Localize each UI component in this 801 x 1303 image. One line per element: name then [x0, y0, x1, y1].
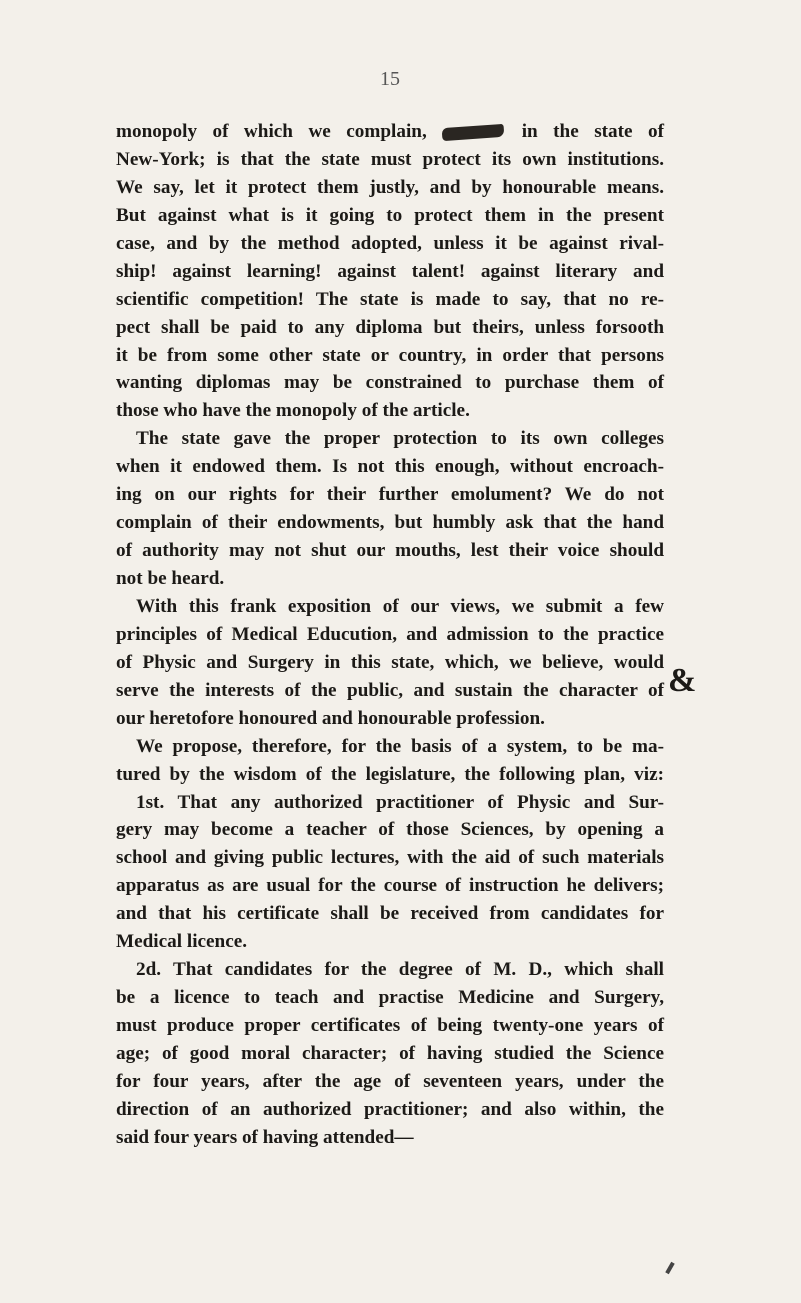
text-line: The state gave the proper protection to its own colleges	[136, 428, 664, 450]
text-line: We say, let it protect them justly, and by honourable means.	[116, 176, 664, 198]
text-line: those who have the monopoly of the article.	[116, 400, 470, 422]
text-line: be a licence to teach and practise Medicine and Surgery,	[116, 987, 664, 1009]
text-line: complain of their endowments, but humbly ask that the hand	[116, 512, 664, 534]
text-line: wanting diplomas may be constrained to purchase them of	[116, 372, 664, 394]
text-line: not be heard.	[116, 568, 225, 589]
text-line	[116, 118, 664, 146]
text-line: tured by the wisdom of the legislature, the following plan, viz:	[116, 763, 664, 785]
text-line: said four years of having attended—	[116, 1126, 414, 1148]
ink-blot	[442, 124, 505, 141]
pencil-mark	[665, 1262, 674, 1274]
text-line: school and giving public lectures, with the aid of such materials	[116, 847, 664, 869]
text-line: With this frank exposition of our views, we submit a few	[136, 595, 664, 617]
text-line: and that his certificate shall be received from candidates for	[116, 903, 664, 925]
text-line: direction of an authorized practitioner; and also within, the	[116, 1098, 664, 1120]
text-line-segment: monopoly of which we complain,	[116, 121, 443, 142]
text-line: when it endowed them. Is not this enough, without encroach-	[116, 456, 664, 478]
text-line: 1st. That any authorized practitioner of Physic and Sur-	[136, 791, 664, 813]
text-line: serve the interests of the public, and sustain the character of	[116, 679, 664, 701]
text-line: scientific competition! The state is made to say, that no re-	[116, 288, 664, 310]
text-line: New-York; is that the state must protect its own institutions.	[116, 148, 664, 170]
text-line: for four years, after the age of seventeen years, under the	[116, 1070, 664, 1092]
text-line: 2d. That candidates for the degree of M. D., which shall	[136, 959, 664, 981]
text-line: it be from some other state or country, in order that persons	[116, 344, 664, 366]
text-line: must produce proper certificates of being twenty-one years of	[116, 1015, 664, 1036]
text-line: ship! against learning! against talent! against literary and	[116, 260, 664, 282]
page-number: 15	[380, 68, 400, 90]
text-line: our heretofore honoured and honourable profession.	[116, 707, 545, 729]
text-line: We propose, therefore, for the basis of a system, to be ma-	[136, 735, 664, 757]
text-line: ing on our rights for their further emolument? We do not	[116, 484, 664, 506]
text-line: case, and by the method adopted, unless it be against rival-	[116, 232, 664, 254]
text-line: gery may become a teacher of those Sciences, by opening a	[116, 819, 664, 841]
text-line: age; of good moral character; of having studied the Science	[116, 1042, 664, 1064]
margin-annotation: &	[668, 662, 697, 699]
text-line: of authority may not shut our mouths, lest their voice should	[116, 540, 664, 562]
text-line: of Physic and Surgery in this state, which, we believe, would	[116, 651, 664, 673]
text-line: principles of Medical Educution, and admission to the practice	[116, 623, 664, 645]
text-line: apparatus as are usual for the course of instruction he delivers;	[116, 875, 664, 897]
text-line: pect shall be paid to any diploma but theirs, unless forsooth	[116, 316, 664, 338]
text-line-segment: in the state of	[521, 121, 665, 142]
body-text	[116, 118, 664, 1152]
text-line: Medical licence.	[116, 931, 248, 953]
text-line: But against what is it going to protect them in the present	[116, 204, 664, 226]
